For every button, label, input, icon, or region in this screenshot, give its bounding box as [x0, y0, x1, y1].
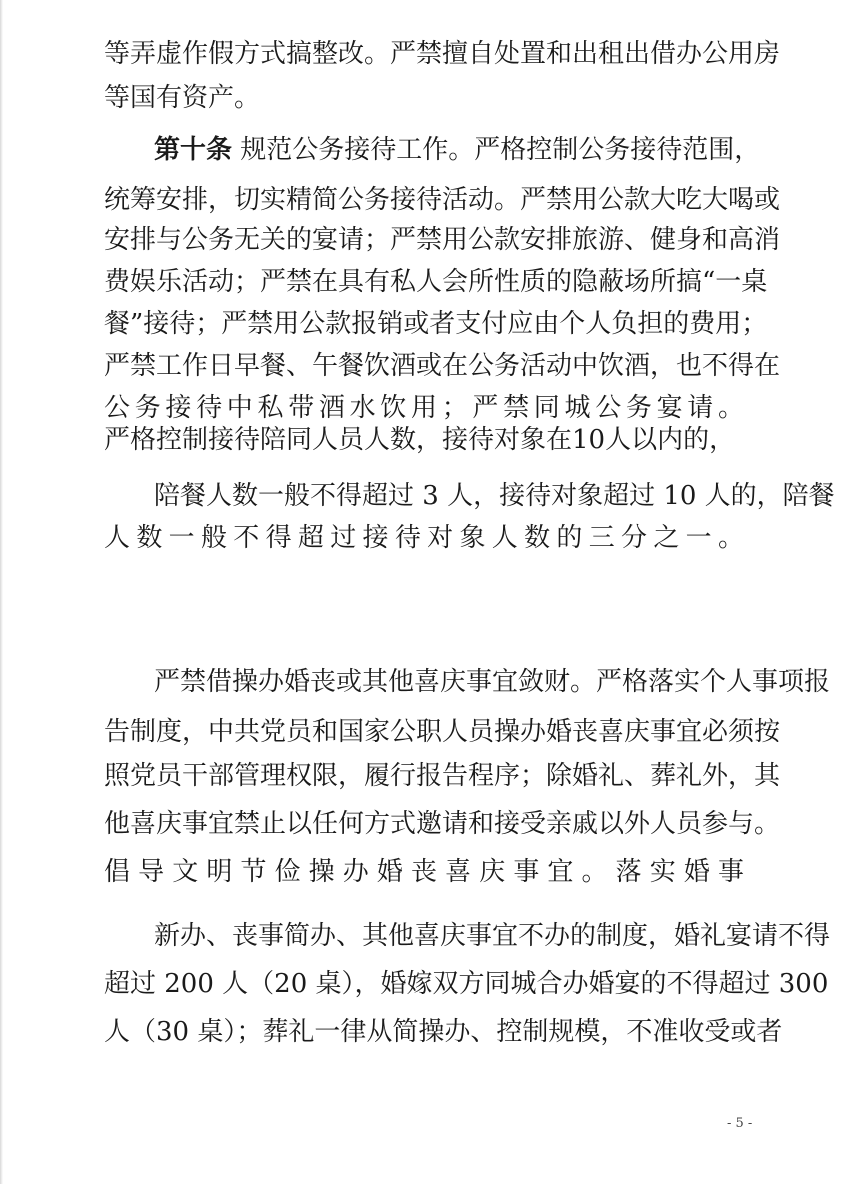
text-line: 他喜庆事宜禁止以任何方式邀请和接受亲戚以外人员参与。: [104, 809, 781, 839]
article-11-line: 严禁借操办婚丧或其他喜庆事宜敛财。严格落实个人事项报: [154, 667, 831, 697]
text-line: 安排与公务无关的宴请；严禁用公款安排旅游、健身和高消: [104, 225, 781, 255]
text-line: 人数一般不得超过接待对象人数的三分之一。: [104, 523, 744, 553]
scan-edge: [0, 0, 3, 1184]
text-line: 严禁工作日早餐、午餐饮酒或在公务活动中饮酒，也不得在: [104, 351, 781, 381]
text-line: 严格控制接待陪同人员人数，接待对象在10人以内的，: [104, 425, 736, 455]
text-line: 照党员干部管理权限，履行报告程序；除婚礼、葬礼外，其: [104, 761, 781, 791]
text-line: 等国有资产。: [104, 83, 261, 113]
text-line: 等弄虚作假方式搞整改。严禁擅自处置和出租出借办公用房: [104, 39, 781, 69]
page-number: - 5 -: [727, 1116, 753, 1131]
text-line: 餐”接待；严禁用公款报销或者支付应由个人负担的费用；: [104, 309, 768, 339]
text-line: 陪餐人数一般不得超过 3 人，接待对象超过 10 人的，陪餐: [154, 481, 835, 511]
text-line: 超过 200 人（20 桌），婚嫁双方同城合办婚宴的不得超过 300: [104, 969, 829, 999]
text-line: 费娱乐活动；严禁在具有私人会所性质的隐蔽场所搞“一桌: [104, 267, 768, 297]
text-line: 公务接待中私带酒水饮用；严禁同城公务宴请。: [104, 393, 744, 423]
article-10-line: 第十条 规范公务接待工作。严格控制公务接待范围，: [154, 135, 761, 165]
text-line: [104, 1060, 744, 1100]
text-line: 人（30 桌）；葬礼一律从简操办、控制规模，不准收受或者: [104, 1017, 783, 1047]
text-line: 统筹安排，切实精简公务接待活动。严禁用公款大吃大喝或: [104, 185, 781, 215]
article-label: 第十条: [154, 135, 233, 165]
article-12-line: 新办、丧事简办、其他喜庆事宜不办的制度，婚礼宴请不得: [154, 921, 831, 951]
text-line: 倡导文明节俭操办婚丧喜庆事宜。落实婚事: [104, 857, 744, 887]
text-line: [104, 560, 744, 600]
text-line: 告制度，中共党员和国家公职人员操办婚丧喜庆事宜必须按: [104, 717, 781, 747]
